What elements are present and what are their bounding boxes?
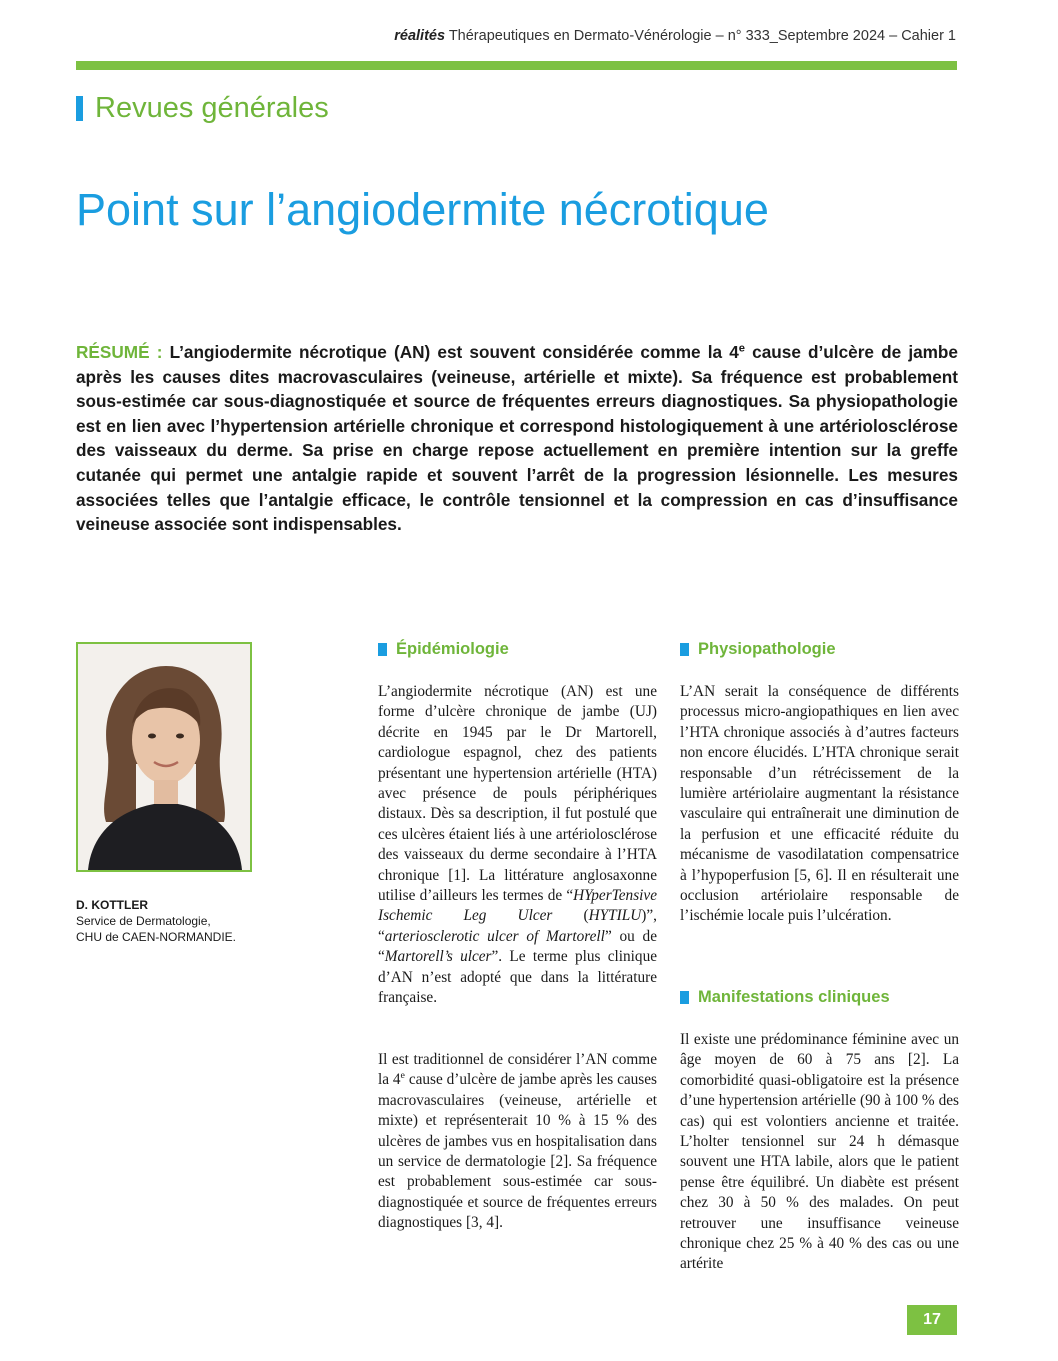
text-run: Il est traditionnel de considérer l’AN comme la 4 xyxy=(378,1051,657,1089)
running-header xyxy=(394,28,956,44)
author-affiliation-line2: CHU de CAEN-NORMANDIE. xyxy=(76,930,237,944)
epidemiologie-paragraph-1 xyxy=(378,682,657,1009)
abstract xyxy=(76,340,958,537)
section-marker xyxy=(378,643,387,656)
text-run: cause d’ulcère de jambe après les causes macrovasculaires (veineuse, artérielle et mixte) et représenterait 10 % à 15 % des ulcères de jambes vus en hospitalisation dans un service de dermatologie [2]. Sa fréquence est probablement sous-estimée car sous-diagnostiquée et source de fréquentes erreurs diagnostiques [3, 4]. xyxy=(378,1071,657,1232)
author-affiliation-line1: Service de Dermatologie, xyxy=(76,914,211,928)
author-block xyxy=(76,897,236,945)
page-number: 17 xyxy=(907,1305,957,1335)
author-name: D. KOTTLER xyxy=(76,898,148,912)
text-run: L’angiodermite nécrotique (AN) est une forme d’ulcère chronique de jambe (UJ) décrite en 1945 par le Dr Martorell, cardiologue espagnol, chez des patients présentant une hypertension artérielle (HTA) avec présence de pouls périphériques distaux. Dès sa description, il fut postulé que ces ulcères étaient liés à une artériolosclérose des vaisseaux du derme secondaire à l’HTA chronique [1]. La littérature anglosaxonne utilise d’ailleurs les termes de “ xyxy=(378,683,657,905)
text-run-italic: HYperTensive Ischemic Leg Ulcer xyxy=(378,887,657,925)
abstract-superscript: e xyxy=(738,342,745,355)
section-heading-epidemiologie xyxy=(378,640,509,659)
section-heading-text: Physiopathologie xyxy=(698,640,836,658)
article-title: Point sur l’angiodermite nécrotique xyxy=(76,184,769,235)
abstract-text-1: L’angiodermite nécrotique (AN) est souvent considérée comme la 4 xyxy=(162,342,739,362)
rubric-label: Revues générales xyxy=(95,92,329,124)
abstract-text-2: cause d’ulcère de jambe après les causes dites macrovasculaires (veineuse, artérielle et mixte). Sa fréquence est probablement sous-estimée car sous-diagnostiquée et source de fréquentes erreurs diagnostiques. Sa physiopathologie est en lien avec l’hypertension artérielle chronique et correspond histologiquement à une artériolosclérose des vaisseaux du derme. Sa prise en charge repose actuellement en première intention sur la greffe cutanée qui permet une antalgie rapide et souvent l’arrêt de la progression lésionnelle. Les mesures associées telles que l’antalgie efficace, le contrôle tensionnel et la compression en cas d’insuffisance veineuse associée sont indispensables. xyxy=(76,342,958,535)
section-heading-text: Épidémiologie xyxy=(396,640,509,658)
text-run: ” ou de “ xyxy=(378,927,657,966)
text-run: ”. Le terme plus clinique d’AN n’est adopté que dans la littérature française. xyxy=(378,948,658,1007)
section-marker xyxy=(680,991,689,1004)
author-portrait-illustration xyxy=(78,644,250,870)
text-run-italic: arteriosclerotic ulcer of Martorell xyxy=(384,927,605,945)
text-run: ( xyxy=(552,907,589,925)
header-rule xyxy=(76,61,957,70)
manifestations-paragraph-1: Il existe une prédominance féminine avec un âge moyen de 60 à 75 ans [2]. La comorbidité quasi-obligatoire est la présence d’une hypertension artérielle (90 à 100 % des cas) qui est volontiers ancienne et traitée. L’holter tensionnel sur 24 h démasque souvent une HTA labile, alors que le patient pense être équilibré. Un diabète est présent chez 30 à 50 % des malades. On peut retrouver une insuffisance veineuse chronique chez 25 % à 40 % des cas ou une artérite xyxy=(680,1031,959,1273)
section-heading-manifestations xyxy=(680,988,890,1007)
rubric-marker xyxy=(76,96,83,121)
section-marker xyxy=(680,643,689,656)
abstract-label: RÉSUMÉ : xyxy=(76,342,163,362)
journal-brand: réalités xyxy=(394,28,446,44)
text-superscript: e xyxy=(400,1070,405,1082)
text-run-italic: HYTILU xyxy=(588,907,642,925)
section-heading-physiopathologie xyxy=(680,640,836,659)
text-run-italic: Martorell’s ulcer xyxy=(384,948,492,966)
journal-issue: Thérapeutiques en Dermato-Vénérologie – n° 333_Septembre 2024 – Cahier 1 xyxy=(445,28,956,44)
text-run: )”, “ xyxy=(378,907,657,945)
physiopathologie-paragraph-1: L’AN serait la conséquence de différents processus micro-angiopathiques en lien avec l’HTA chronique associés à d’autres facteurs non encore élucidés. L’HTA chronique serait responsable d’un rétrécissement de la lumière artériolaire augmentant la résistance vasculaire qui entraînerait une diminution de la perfusion et une efficacité réduite du mécanisme de vasodilatation compensatrice à l’hypoperfusion [5, 6]. Il en résulterait une occlusion artériolaire responsable de l’ischémie locale puis l’ulcération. xyxy=(680,683,959,925)
section-heading-text: Manifestations cliniques xyxy=(698,988,890,1006)
epidemiologie-paragraph-2 xyxy=(378,1050,657,1234)
author-photo xyxy=(76,642,252,872)
rubric xyxy=(76,92,329,125)
